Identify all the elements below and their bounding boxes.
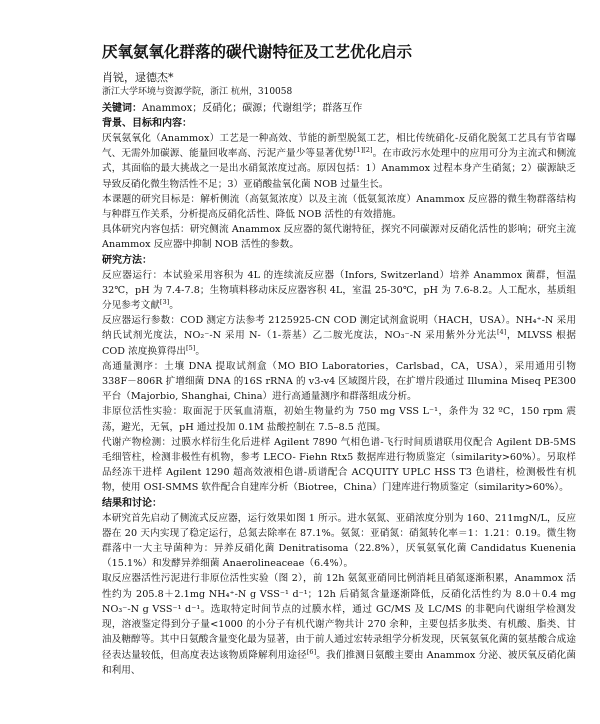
- paper-title: 厌氧氨氧化群落的碳代谢特征及工艺优化启示: [102, 43, 413, 61]
- paragraph-results-2-text-b: 。我们推测日氨酸主要由 Anammox 分泌、被厌氧反硝化菌和利用、: [102, 649, 576, 676]
- authors: 肖锐，逯德杰*: [102, 71, 174, 84]
- citation: [3]: [159, 297, 170, 306]
- paragraph-results-1: 本研究首先启动了侧流式反应器，运行效果如图 1 所示。进水氨氮、亚硝浓度分别为 160、211mgN/L，反应器在 20 天内实现了稳定运行，总氮去除率在 87.1%。氨氮：亚硝氮：硝氮转化率＝1：1.21：0.19。微生物群落中一大主导菌种为：异养反硝化菌 Denitratisoma（22.8%），厌氧氨氧化菌 Candidatus Kuenenia（15.1%）和发酵异养细菌 Anaerolineaceae（6.4%）。: [102, 512, 576, 570]
- paragraph-parameters: [102, 313, 576, 359]
- paragraph-activity-test: 非原位活性实验：取面泥于厌氧血清瓶，初始生物量约为 750 mg VSS L⁻¹，条件为 32 ºC，150 rpm 震荡，避光，无氧，pH 通过投加 0.1M 盐酸控制在 7.5–8.5 范围。: [102, 406, 576, 433]
- citation: [4]: [496, 328, 507, 337]
- paragraph-parameters-text-c: 。: [195, 345, 206, 357]
- keywords: Anammox；反硝化；碳源；代谢组学；群落互作: [142, 103, 363, 114]
- paragraph-results-2: [102, 571, 576, 677]
- paragraph-sequencing: 高通量测序：土壤 DNA 提取试剂盒（MO BIO Laboratories，Carlsbad，CA，USA），采用通用引物 338F－806R 扩增细菌 DNA 的16S rRNA 的 v3-v4 区域图片段，在扩增片段通过 Illumina Miseq PE300 平台（Majorbio, Shanghai, China）进行高通量测序和群落组成分析。: [102, 360, 576, 403]
- citation: [1][2]: [353, 146, 373, 155]
- citation: [6]: [306, 647, 317, 656]
- paragraph-contents: 具体研究内容包括：研究侧流 Anammox 反应器的氮代谢特征，探究不同碳源对反硝化活性的影响；研究主流 Anammox 反应器中抑制 NOB 活性的参数。: [102, 224, 576, 251]
- section-heading-results: 结果和讨论：: [102, 497, 162, 509]
- paragraph-reactor-text-a: 反应器运行：本试验采用容积为 4L 的连续流反应器（Infors, Switzerland）培养 Anammox 菌群，恒温 32℃，pH 为 7.4-7.8；生物填料移动床反应器容积 4L，室温 25-30℃，pH 为 7.6-8.2。人工配水，基质组分见参考文献: [102, 269, 576, 312]
- paragraph-intro: [102, 131, 576, 192]
- paragraph-objectives: 本课题的研究目标是：解析侧流（高氨氮浓度）以及主流（低氨氮浓度）Anammox 反应器的微生物群落结构与种群互作关系，分析提高反硝化活性、降低 NOB 活性的有效措施。: [102, 193, 576, 221]
- citation: [5]: [186, 343, 196, 352]
- paragraph-intro-text-a: 厌氧氨氧化（Anammox）工艺是一种高效、节能的新型脱氮工艺，相比传统硝化-反硝化脱氮工艺具有节省曝气、无需外加碳源、能量回收率高、污泥产量少等显著优势: [102, 133, 576, 160]
- paragraph-results-2-text-a: 取反应器活性污泥进行非原位活性实验（图 2），前 12h 氨氮亚硝同比例消耗且硝氮逐渐积累，Anammox 活性约为 205.8＋2.1mg NH₄⁺-N g VSS⁻¹ d⁻¹；12h 后硝氮含量逐渐降低，反硝化活性约为 8.0＋0.4 mg NO₃⁻-N g VSS⁻¹ d⁻¹。选取特定时间节点的过膜水样，通过 GC/MS 及 LC/MS 的非靶向代谢组学检测发现，溶液鉴定得到分子量<1000 的小分子有机代谢产物共计 270 余种，主要包括多肽类、有机酸、脂类、甘油及糖醇等。其中日氨酸含量变化最为显著，由于前人通过宏转录组学分析发现，厌氧氨氧化菌的氨基酸合成途径表达量较低，但高度表达该物质降解利用途径: [102, 573, 576, 661]
- keywords-line: [102, 101, 576, 116]
- paragraph-parameters-text-a: 反应器运行参数：COD 测定方法参考 2125925-CN COD 测定试剂盒说明（HACH，USA）。NH₄⁺-N 采用纳氏试剂光度法，NO₂⁻-N 采用 N-（1-萘基）乙二胺光度法，NO₃⁻-N 采用紫外分光法: [102, 315, 576, 342]
- paragraph-parameters-text-b: ，MLVSS 根据 COD 浓度换算得出: [102, 330, 576, 357]
- paragraph-reactor-text-b: 。: [169, 300, 179, 312]
- paragraph-intro-text-b: 。在市政污水处理中的应用可分为主流式和侧流式，其面临的最大挑战之一是出水硝氮浓度过高。原因包括：1）Anammox 过程本身产生硝氮；2）碳源缺乏导致反硝化微生物活性不足；3）亚硝酸盐氧化菌 NOB 过量生长。: [102, 148, 576, 190]
- affiliation: 浙江大学环境与资源学院，浙江 杭州，310058: [102, 87, 293, 97]
- paragraph-metabolite: 代谢产物检测：过膜水样衍生化后进样 Agilent 7890 气相色谱-飞行时间质谱联用仪配合 Agilent DB-5MS 毛细管柱，检测非极性有机物，参考 LECO- Fiehn Rtx5 数据库进行物质鉴定（similarity>60%）。另取样品经冻干进样 Agilent 1290 超高效液相色谱-质谱配合 ACQUITY UPLC HSS T3 色谱柱，检测极性有机物，使用 OSI-SMMS 软件配合自建库分析（Biotree，China）门建库进行物质鉴定（similarity>60%）。: [102, 436, 576, 494]
- paragraph-reactor: [102, 268, 576, 314]
- section-heading-background: 背景、目标和内容：: [102, 118, 192, 129]
- section-heading-methods: 研究方法：: [102, 254, 152, 266]
- keywords-label: 关键词：: [102, 103, 142, 114]
